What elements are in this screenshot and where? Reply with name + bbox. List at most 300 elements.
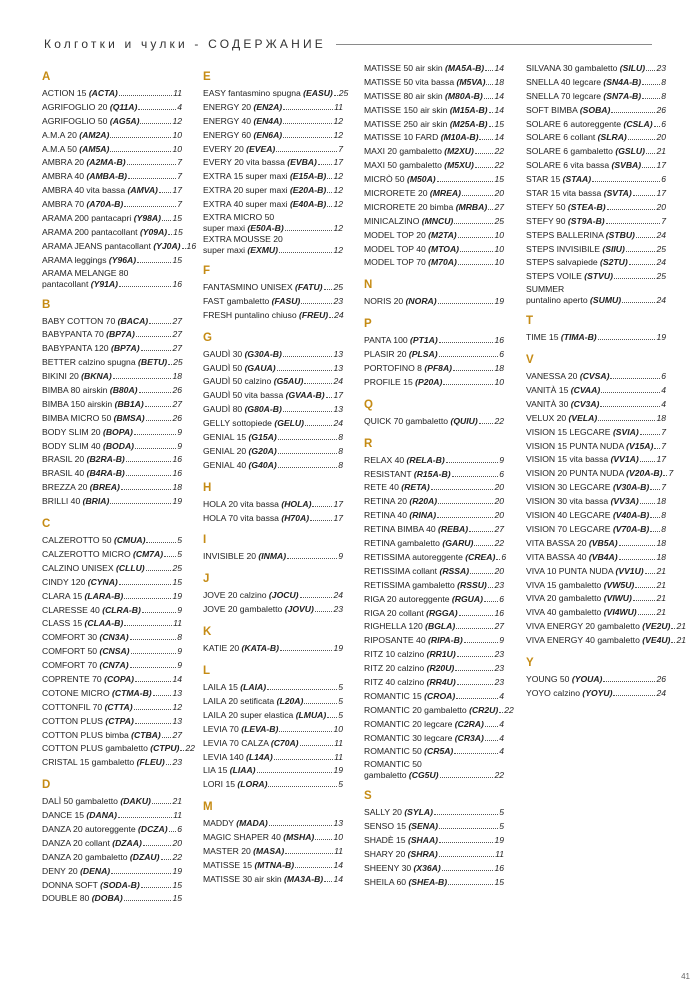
entry-code: (STEA-B) (567, 201, 606, 212)
entry-name: FAST gambaletto (203, 295, 270, 306)
entry-code: (M10A-B) (440, 132, 479, 143)
entry-page: 26 (656, 673, 666, 684)
entry-code: (A70A-B) (86, 199, 124, 210)
entry-code: (GSLU) (615, 146, 645, 157)
entry-label (364, 634, 463, 648)
entry-label (364, 704, 498, 718)
entry-page: 18 (172, 482, 182, 493)
entry-page: 14 (494, 132, 504, 143)
entry-name: BRASIL 40 (42, 468, 85, 479)
index-section (203, 264, 343, 323)
index-entry (364, 468, 504, 482)
entry-page: 15 (494, 118, 504, 129)
entry-page: 8 (177, 632, 182, 643)
entry-code: (RGGA) (426, 607, 458, 618)
dot-leader (327, 206, 332, 207)
entry-label (203, 389, 325, 403)
index-entry (526, 370, 666, 384)
index-entry (42, 384, 182, 398)
dot-leader (161, 859, 172, 860)
entry-name: COTONE MICRO (42, 687, 110, 698)
entry-code: (BB1A) (114, 398, 144, 409)
entry-name: SOLARE 6 gambaletto (526, 146, 613, 157)
entry-label (526, 104, 610, 118)
index-entry (203, 198, 343, 212)
entry-page: 24 (333, 376, 343, 387)
entry-code: (STVU) (584, 271, 613, 282)
dot-leader (327, 178, 332, 179)
entry-name: VELUX 20 (526, 412, 567, 423)
entry-label (364, 820, 438, 834)
entry-code: (RSSA) (439, 565, 470, 576)
entry-line (364, 769, 504, 781)
entry-name: BIMBA MICRO 50 (42, 412, 112, 423)
entry-label (364, 118, 488, 132)
entry-name-continued (203, 222, 284, 234)
entry-label (203, 512, 309, 526)
entry-page: 12 (333, 115, 343, 126)
entry-line (42, 278, 182, 290)
entry-code: (VE4U) (642, 635, 671, 646)
entry-name: GAUDÌ 50 calzino (203, 376, 272, 387)
entry-page: 19 (333, 643, 343, 654)
dot-leader (431, 489, 494, 490)
dot-leader (642, 84, 660, 85)
index-entry (526, 398, 666, 412)
entry-name: A.M.A 50 (42, 143, 77, 154)
entry-code: (CNSA) (99, 646, 130, 657)
entry-page: 15 (172, 576, 182, 587)
entry-code: (RGUA) (451, 593, 483, 604)
entry-code: (EN6A) (253, 129, 283, 140)
entry-label (526, 256, 628, 270)
entry-page: 7 (668, 468, 674, 479)
dot-leader (443, 384, 493, 385)
index-entry (364, 876, 504, 890)
entry-name: LAILA 15 (203, 682, 238, 693)
index-entry (364, 362, 504, 376)
entry-name: BRASIL 20 (42, 454, 85, 465)
dot-leader (645, 573, 656, 574)
entry-page: 7 (661, 482, 666, 493)
entry-code: (FLEU) (136, 757, 165, 768)
index-section (364, 398, 504, 429)
dot-leader (126, 461, 172, 462)
entry-page: 20 (494, 482, 504, 493)
entry-name: MATISSE 15 (203, 859, 253, 870)
entry-page: 4 (661, 385, 666, 396)
entry-label (364, 648, 456, 662)
index-entry (364, 415, 504, 429)
entry-page: 23 (494, 676, 504, 687)
entry-code: (GAUA) (244, 362, 276, 373)
entry-label (42, 701, 133, 715)
entry-code: (FATU) (295, 282, 323, 293)
entry-code: (CR5A) (424, 746, 454, 757)
entry-code: (V30A-B) (612, 482, 650, 493)
entry-name: VISION 70 LEGCARE (526, 523, 611, 534)
entry-code: (COPA) (104, 673, 135, 684)
index-entry (203, 389, 343, 403)
entry-code: (SILU) (619, 63, 646, 73)
index-column-1 (42, 62, 197, 906)
entry-code: (DANA) (86, 810, 117, 821)
dot-leader (474, 545, 493, 546)
entry-name: BABYPANTA 120 (42, 343, 109, 354)
entry-label (364, 848, 438, 862)
entry-code: (M25A-B) (449, 118, 488, 129)
entry-page: 16 (186, 240, 197, 251)
entry-code: (EVEA) (246, 143, 276, 154)
entry-label (364, 690, 455, 704)
index-entry (42, 548, 182, 562)
index-entry (364, 648, 504, 662)
entry-name: RETISSIMA gambaletto (364, 579, 455, 590)
entry-name: EVERY 20 (203, 143, 244, 154)
entry-name: COPRENTE 70 (42, 673, 102, 684)
header-rule (336, 44, 652, 45)
entry-label (364, 243, 459, 257)
entry-name: EXTRA MOUSSE 20 (203, 234, 283, 245)
entry-label (42, 240, 181, 254)
entry-code: (R20A) (409, 496, 438, 507)
entry-page: 21 (656, 565, 666, 576)
dot-leader (646, 70, 655, 71)
dot-leader (671, 628, 675, 629)
entry-code: (VB5A) (588, 537, 618, 548)
entry-name: RETINA 40 (364, 510, 407, 521)
entry-label (42, 823, 168, 837)
dot-leader (458, 264, 494, 265)
entry-label (364, 62, 484, 76)
index-entry (364, 745, 504, 759)
entry-label (42, 356, 167, 370)
entry-name: CRISTAL 15 gambaletto (42, 757, 135, 768)
index-entry (42, 892, 182, 906)
entry-code: (E20A-B) (289, 185, 327, 196)
entry-code: (M50A) (406, 174, 436, 185)
entry-page: 23 (494, 649, 504, 660)
entry-code: (VELA) (568, 412, 598, 423)
index-entry (203, 737, 343, 751)
entry-name: LIA 15 (203, 765, 228, 776)
entry-name: CLARESSE 40 (42, 604, 100, 615)
entry-code: (DENA) (80, 865, 111, 876)
entry-code: (NORA) (405, 296, 437, 307)
section-letter: T (526, 315, 534, 328)
entry-page: 19 (172, 590, 182, 601)
entry-name: VIVA 15 gambaletto (526, 579, 602, 590)
entry-name: LORI 15 (203, 779, 236, 790)
entry-name: SNELLA 40 legcare (526, 76, 602, 87)
entry-name: EXTRA MICRO 50 (203, 212, 275, 223)
entry-page: 8 (661, 90, 666, 101)
entry-label (203, 603, 314, 617)
index-entry (42, 356, 182, 370)
index-entry (526, 76, 666, 90)
index-entry (42, 328, 182, 342)
page-header (44, 34, 652, 54)
entry-label (364, 415, 478, 429)
dot-leader (118, 817, 172, 818)
section-letter: H (203, 481, 212, 494)
index-entry (203, 362, 343, 376)
dot-leader (454, 223, 493, 224)
entry-code: (CTPA) (105, 715, 134, 726)
entry-name: RETINA 20 (364, 496, 407, 507)
entry-code: (A2MA-B) (86, 157, 126, 168)
entry-label (364, 620, 455, 634)
index-entry (526, 215, 666, 229)
entry-label (42, 617, 123, 631)
entry-label (42, 715, 134, 729)
dot-leader (119, 286, 171, 287)
dot-leader (142, 612, 176, 613)
entry-name: VISION 30 LEGCARE (526, 482, 611, 493)
index-entry (364, 187, 504, 201)
dot-leader (124, 598, 171, 599)
entry-page: 10 (172, 143, 182, 154)
entry-name: QUICK 70 gambaletto (364, 415, 449, 426)
dot-leader (134, 709, 172, 710)
entry-code: (CR2U) (469, 704, 499, 715)
entry-name: STEPS VOILE (526, 271, 582, 282)
dot-leader (110, 137, 171, 138)
dot-leader (279, 731, 332, 732)
dot-leader (452, 476, 499, 477)
entry-label (42, 129, 109, 143)
entry-label (42, 101, 137, 115)
entry-label (203, 184, 326, 198)
dot-leader (479, 139, 493, 140)
index-entry (364, 676, 504, 690)
dot-leader (489, 112, 494, 113)
entry-label (203, 695, 303, 709)
dot-leader (326, 397, 333, 398)
index-entry (203, 309, 343, 323)
index-entry (364, 579, 504, 593)
dot-leader (110, 151, 171, 152)
dot-leader (287, 558, 337, 559)
index-entry (203, 831, 343, 845)
dot-leader (475, 153, 494, 154)
entry-page: 12 (333, 199, 343, 210)
dot-leader (457, 656, 494, 657)
section-letter: E (203, 71, 211, 83)
index-section (42, 298, 182, 509)
dot-leader (149, 323, 171, 324)
entry-code: (G40A) (248, 459, 277, 470)
entry-label (364, 76, 485, 90)
entry-code: (LMUA) (295, 709, 327, 720)
entry-code: (SVBA) (611, 160, 642, 171)
entry-code: (QUIU) (450, 415, 478, 426)
dot-leader (152, 803, 172, 804)
entry-page: 23 (333, 295, 343, 306)
entry-page: 24 (656, 229, 666, 240)
entry-label (42, 756, 165, 770)
entry-label (364, 876, 447, 890)
dot-leader (437, 181, 494, 182)
dot-leader (159, 192, 172, 193)
index-entry (526, 495, 666, 509)
index-entry (42, 143, 182, 157)
entry-code: (AG5A) (109, 115, 140, 126)
index-entry (203, 459, 343, 473)
entry-name-part: pantacollant (42, 278, 89, 289)
entry-name: COMFORT 50 (42, 646, 98, 657)
entry-name: STEPS BALLERINA (526, 229, 604, 240)
index-entry (42, 370, 182, 384)
entry-name: VITA BASSA 20 (526, 537, 587, 548)
entry-name: STAR 15 vita bassa (526, 188, 602, 199)
entry-code: (FREU) (299, 309, 329, 320)
entry-label (203, 156, 317, 170)
entry-page: 14 (172, 673, 182, 684)
entry-label (364, 104, 488, 118)
dot-leader (638, 614, 656, 615)
entry-code: (FASU) (271, 295, 301, 306)
entry-page: 20 (172, 837, 182, 848)
index-entry (526, 440, 666, 454)
entry-label (203, 709, 326, 723)
entry-name: MATISSE 50 air skin (364, 63, 443, 73)
dot-leader (139, 392, 172, 393)
entry-page: 9 (177, 440, 182, 451)
index-section (203, 572, 343, 617)
entry-page: 22 (494, 160, 504, 171)
entry-page: 15 (172, 893, 182, 904)
entry-name: RIGA 20 autoreggente (364, 593, 450, 604)
entry-name-continued (42, 278, 118, 290)
entry-page: 9 (499, 454, 504, 465)
entry-code: (EN2A) (253, 101, 283, 112)
index-section (203, 481, 343, 526)
entry-name: ROMANTIC 20 legcare (364, 718, 453, 729)
entry-page: 17 (333, 498, 343, 509)
entry-code: (VV1A) (610, 454, 639, 465)
entry-page: 23 (494, 663, 504, 674)
entry-page: 20 (494, 510, 504, 521)
entry-page: 7 (177, 199, 182, 210)
dot-leader (633, 600, 656, 601)
entry-code: (Y98A) (133, 213, 161, 224)
entry-name: RIGHELLA 120 (364, 621, 423, 632)
entry-page: 5 (338, 709, 343, 720)
entry-name: SILVANA 30 gambaletto (526, 63, 618, 73)
entry-label (364, 862, 441, 876)
entry-code: (RETA) (401, 482, 430, 493)
entry-name: RETISSIMA autoreggente (364, 551, 463, 562)
dot-leader (469, 531, 493, 532)
dot-leader (453, 370, 493, 371)
entry-label (364, 551, 495, 565)
index-entry (203, 129, 343, 143)
entry-label (526, 412, 597, 426)
dot-leader (285, 230, 333, 231)
entry-label (203, 362, 276, 376)
entry-name: BABY COTTON 70 (42, 315, 116, 326)
entry-name: EXTRA 40 super maxi (203, 199, 288, 210)
entry-page: 20 (656, 201, 666, 212)
entry-code: (BRIA) (82, 496, 110, 507)
index-entry (364, 862, 504, 876)
entry-name: EASY fantasmino spugna (203, 88, 301, 98)
entry-name: BODY SLIM 20 (42, 426, 101, 437)
entry-code: (DZAU) (129, 851, 160, 862)
entry-page: 4 (499, 718, 504, 729)
entry-page: 9 (177, 426, 182, 437)
entry-page: 20 (494, 565, 504, 576)
entry-code: (G80A-B) (244, 404, 282, 415)
entry-code: (EN4A) (253, 115, 283, 126)
index-entry (203, 115, 343, 129)
entry-label (42, 426, 133, 440)
entry-label (203, 295, 300, 309)
entry-name: COTTONFIL 70 (42, 701, 103, 712)
index-entry (42, 426, 182, 440)
index-entry (42, 809, 182, 823)
index-entry (203, 778, 343, 792)
entry-code: (JOVU) (284, 604, 314, 615)
entry-name: JOVE 20 calzino (203, 590, 267, 601)
index-section (42, 70, 197, 290)
entry-code: (E50A-B) (247, 223, 284, 234)
index-entry (203, 431, 343, 445)
index-section (526, 353, 686, 648)
dot-leader (329, 317, 333, 318)
index-entry (203, 281, 343, 295)
entry-page: 5 (177, 535, 182, 546)
dot-leader (654, 126, 661, 127)
entry-label (42, 673, 134, 687)
entry-code: (V40A-B) (612, 510, 650, 521)
dot-leader (135, 448, 176, 449)
entry-name: VISION 15 PUNTA NUDA (526, 440, 624, 451)
dot-leader (169, 831, 177, 832)
entry-code: (CG5U) (408, 770, 439, 781)
entry-name: SALLY 20 (364, 807, 402, 818)
index-section (364, 62, 504, 270)
index-entry (364, 90, 504, 104)
dot-leader (121, 489, 172, 490)
entry-page: 12 (172, 115, 182, 126)
index-entry (42, 795, 182, 809)
index-column-4 (526, 62, 686, 701)
entry-label (203, 751, 273, 765)
entry-code: (CN3A) (99, 632, 129, 643)
dot-leader (440, 777, 494, 778)
index-entry (42, 412, 182, 426)
entry-label (526, 523, 649, 537)
entry-name: RIPOSANTE 40 (364, 635, 426, 646)
index-entry (42, 101, 182, 115)
index-entry (42, 590, 182, 604)
entry-label (364, 334, 438, 348)
entry-name: STAR 15 (526, 174, 561, 185)
entry-label (203, 778, 267, 792)
entry-code: (BP7A) (106, 329, 135, 340)
index-entry (203, 170, 343, 184)
entry-page: 10 (172, 129, 182, 140)
entry-label (42, 315, 148, 329)
index-entry (364, 759, 504, 781)
dot-leader (124, 206, 176, 207)
entry-name-part: super maxi (203, 223, 246, 234)
entry-label (42, 879, 140, 893)
entry-code: (P20A) (415, 376, 443, 387)
entry-name: AGRIFOGLIO 50 (42, 115, 108, 126)
